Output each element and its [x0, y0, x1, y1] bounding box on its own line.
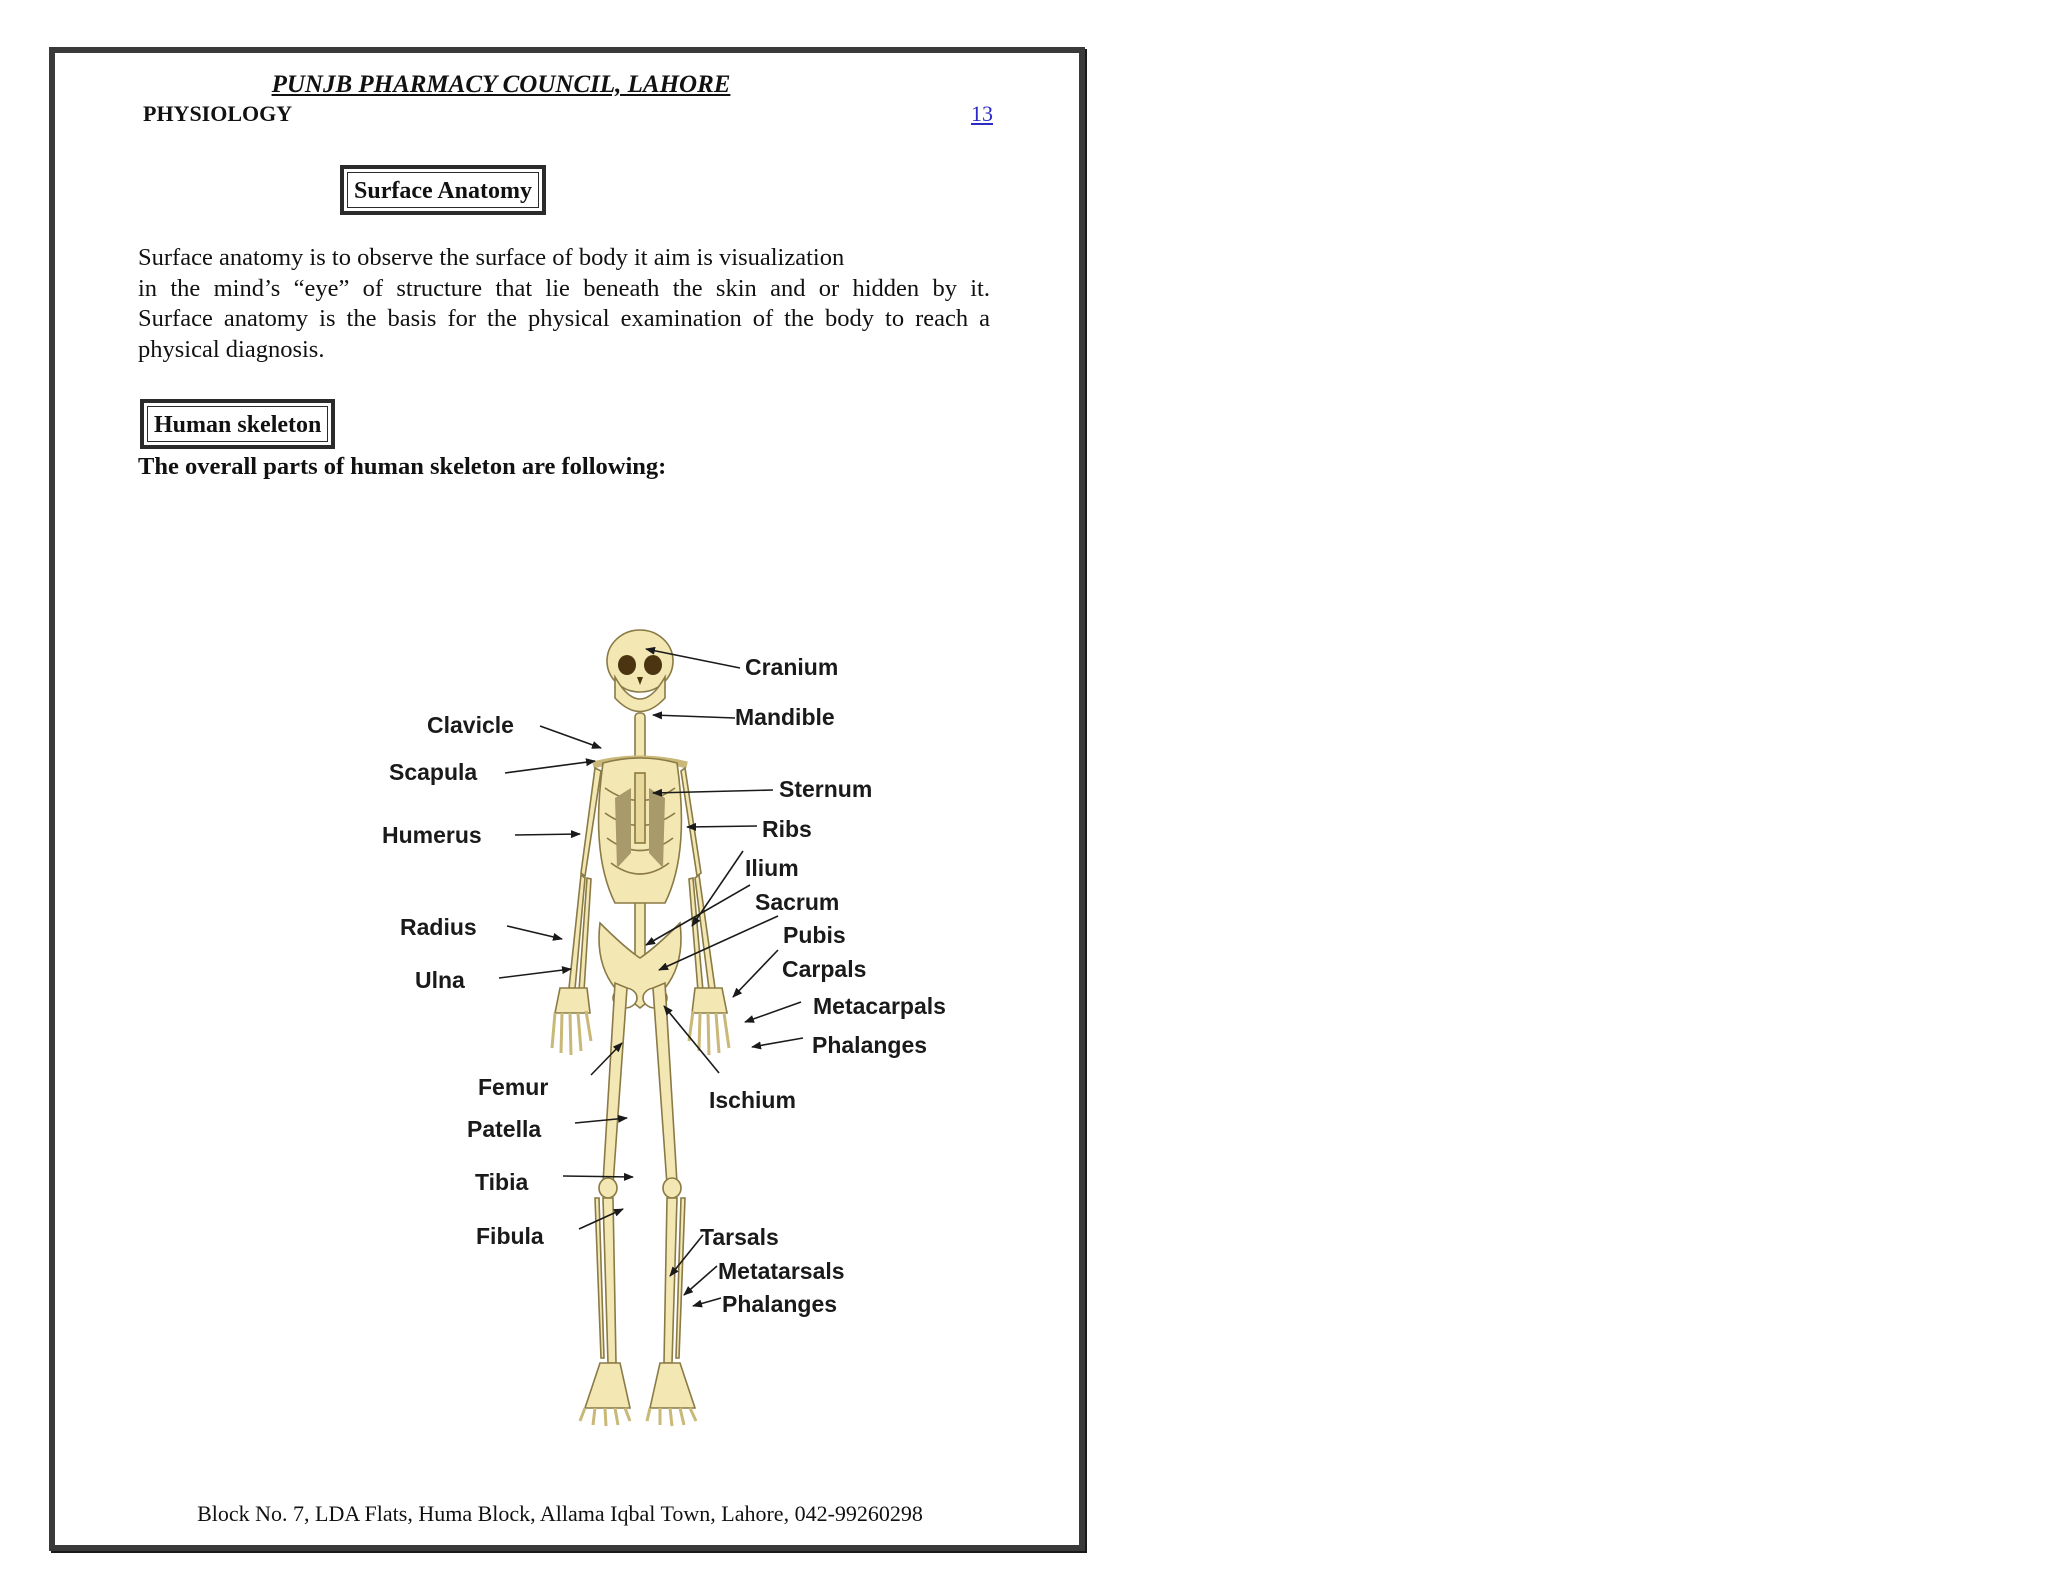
human-skeleton-heading: [140, 399, 335, 449]
arrow-mandible: [653, 715, 735, 718]
arrow-ribs: [687, 826, 757, 827]
arrow-metatarsals: [684, 1266, 717, 1295]
arrow-phalanges-hand: [752, 1038, 803, 1047]
eye-socket-right: [644, 655, 662, 675]
arrow-sternum: [653, 790, 773, 793]
obturator-left: [613, 988, 637, 1008]
label-tarsals: Tarsals: [700, 1224, 779, 1250]
right-foot-shape: [650, 1363, 695, 1408]
rib-line: [607, 838, 673, 851]
left-humerus-shape: [581, 768, 601, 876]
label-sternum: Sternum: [779, 776, 873, 802]
rib-line: [605, 813, 675, 826]
label-ischium: Ischium: [709, 1087, 796, 1113]
left-forearm-shape: [569, 875, 585, 989]
ribcage-shape: [599, 758, 682, 903]
rib-line: [605, 788, 675, 801]
jaw-shape: [615, 677, 665, 712]
left-toes-shape: [580, 1408, 630, 1426]
right-fibula-shape: [676, 1198, 685, 1358]
label-clavicle: Clavicle: [427, 712, 514, 738]
paragraph-line: physical diagnosis.: [138, 335, 325, 363]
paragraph-line: in the mind’s “eye” of structure that lie beneath the skin and or hidden by it.: [138, 274, 990, 302]
right-patella-shape: [663, 1178, 681, 1198]
arrow-pubis: [659, 916, 778, 970]
right-tibia-shape: [664, 1198, 677, 1363]
surface-anatomy-heading-text: Surface Anatomy: [347, 172, 539, 208]
arrow-radius: [507, 926, 562, 939]
right-forearm-shape-2: [689, 878, 703, 991]
arrow-sacrum: [646, 885, 750, 945]
label-carpals: Carpals: [782, 956, 867, 982]
page-number-link[interactable]: 13: [971, 101, 993, 126]
skeleton-intro-text: The overall parts of human skeleton are following:: [138, 453, 667, 480]
arrow-tarsals: [670, 1235, 703, 1276]
label-mandible: Mandible: [735, 704, 835, 730]
paragraph-line: Surface anatomy is to observe the surface of body it aim is visualization: [138, 244, 845, 271]
arrow-patella: [575, 1118, 627, 1123]
right-toes-shape: [647, 1408, 696, 1426]
arrow-ilium: [692, 851, 743, 926]
surface-anatomy-heading: [340, 165, 546, 215]
arrow-fibula: [579, 1209, 623, 1229]
arrow-tibia: [563, 1176, 633, 1177]
label-sacrum: Sacrum: [755, 889, 840, 915]
label-ribs: Ribs: [762, 816, 812, 842]
council-title: PUNJB PHARMACY COUNCIL, LAHORE: [271, 71, 731, 98]
label-humerus: Humerus: [382, 822, 482, 848]
label-scapula: Scapula: [389, 759, 478, 785]
obturator-right: [643, 988, 667, 1008]
label-metatarsals: Metatarsals: [718, 1258, 845, 1284]
left-tibia-shape: [603, 1198, 616, 1363]
right-femur-shape: [653, 983, 677, 1185]
subject-label: PHYSIOLOGY: [143, 101, 293, 126]
label-tibia: Tibia: [475, 1169, 529, 1195]
label-phalanges-foot: Phalanges: [722, 1291, 838, 1317]
left-femur-shape: [603, 983, 627, 1185]
label-ulna: Ulna: [415, 967, 465, 993]
document-page: [49, 47, 1085, 1551]
left-patella-shape: [599, 1178, 617, 1198]
arrow-humerus: [515, 834, 580, 835]
label-phalanges-hand: Phalanges: [812, 1032, 928, 1058]
surface-anatomy-paragraph: [138, 243, 990, 365]
label-radius: Radius: [400, 914, 477, 940]
label-patella: Patella: [467, 1116, 542, 1142]
right-hand-shape: [692, 988, 727, 1013]
right-fingers-shape: [689, 1011, 729, 1055]
arrow-cranium: [646, 649, 740, 668]
arrow-femur: [591, 1043, 622, 1075]
label-femur: Femur: [478, 1074, 549, 1100]
rib-line: [611, 863, 669, 874]
nasal-cavity: [637, 677, 643, 685]
rib-shade-left: [615, 788, 631, 868]
label-metacarpals: Metacarpals: [813, 993, 946, 1019]
left-hand-shape: [555, 988, 590, 1013]
right-forearm-shape: [695, 875, 715, 989]
left-foot-shape: [585, 1363, 630, 1408]
skeleton-illustration: [552, 630, 729, 1426]
label-fibula: Fibula: [476, 1223, 544, 1249]
arrow-carpals: [733, 950, 778, 997]
arrow-metacarpals: [745, 1002, 801, 1022]
left-fingers-shape: [552, 1011, 591, 1055]
left-fibula-shape: [595, 1198, 604, 1358]
paragraph-line: Surface anatomy is the basis for the physical examination of the body to reach a: [138, 305, 990, 332]
arrow-ulna: [499, 969, 571, 978]
sternum-shape: [635, 773, 645, 843]
footer-address: Block No. 7, LDA Flats, Huma Block, Allama Iqbal Town, Lahore, 042-99260298: [197, 1501, 923, 1526]
arrow-scapula: [505, 761, 595, 773]
arrow-phalanges-foot: [693, 1298, 721, 1306]
eye-socket-left: [618, 655, 636, 675]
clavicle-shape: [593, 759, 687, 765]
arrow-clavicle: [540, 726, 601, 748]
skeleton-labels: [382, 654, 946, 1317]
human-skeleton-heading-text: Human skeleton: [147, 406, 328, 442]
rib-shade-right: [649, 788, 665, 868]
skull-shape: [607, 630, 673, 692]
label-arrows: [499, 649, 803, 1306]
arrow-ischium: [664, 1006, 719, 1073]
spine-shape: [635, 713, 645, 963]
label-pubis: Pubis: [783, 922, 846, 948]
right-humerus-shape: [681, 768, 701, 876]
label-ilium: Ilium: [745, 855, 799, 881]
left-forearm-shape-2: [579, 878, 591, 991]
label-cranium: Cranium: [745, 654, 839, 680]
pelvis-shape: [599, 923, 681, 1008]
